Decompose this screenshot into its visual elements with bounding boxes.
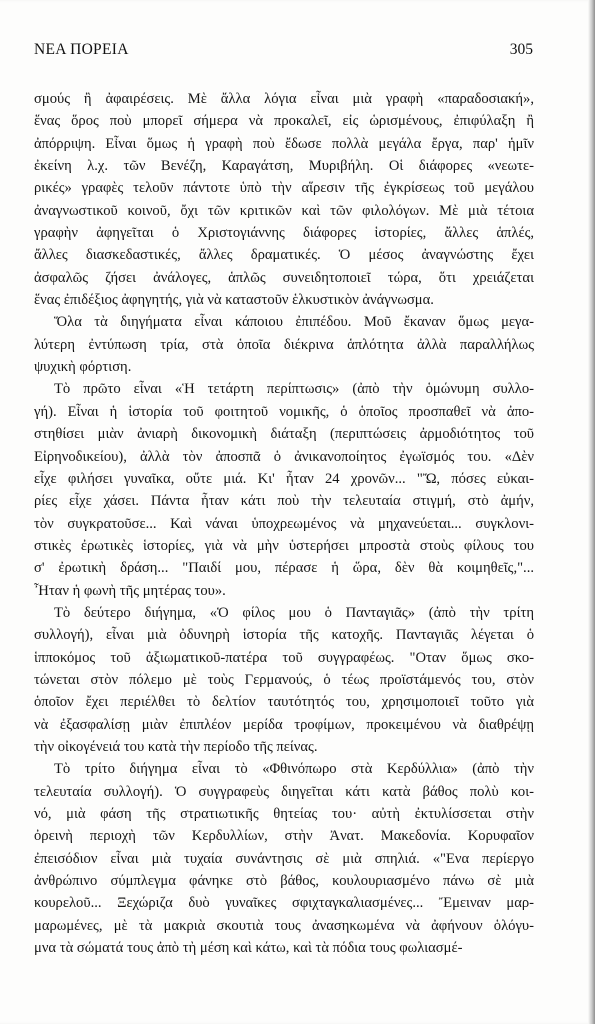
text-line: ἀσφαλῶς ζήσει ἀνάλογες, ἁπλῶς συνειδητοποιεῖ τώρα, ὅτι χρειάζεται	[34, 269, 534, 286]
text-line: Ὅλα τὰ διηγήματα εἶναι κάποιου ἐπιπέδου. Μοῦ ἔκαναν ὅμως μεγα-	[54, 314, 534, 331]
text-line: ρίες εἶχε χάσει. Πάντα ἦταν κάτι ποὺ τὴν τελευταία στιγμή, στὸ ἀμήν,	[34, 493, 534, 510]
text-line: μνα τὰ σώματά τους ἀπὸ τὴ μέση καὶ κάτω, καὶ τὰ πόδια τους φωλιασμέ-	[34, 940, 463, 957]
paragraph	[34, 88, 534, 311]
text-line: τὴν οἰκογένειά του κατὰ τὴν περίοδο τῆς πείνας.	[34, 738, 318, 755]
body-text	[34, 88, 534, 959]
text-line: Εἰρηνοδικείου), ἀλλὰ τὸν ἀποσπᾶ ὁ ἀνικανοποίητος ἐγωϊσμός του. «Δὲν	[34, 448, 534, 465]
text-line: σ' ἐρωτικὴ δράση... "Παιδί μου, πέρασε ἡ ὥρα, δὲν θὰ κοιμηθεῖς,"...	[34, 560, 534, 577]
text-line: ἱπποκόμος τοῦ ἀξιωματικοῦ-πατέρα τοῦ συγγραφέως. "Οταν ὅμως σκο-	[34, 649, 534, 666]
text-line: ἐπεισόδιον εἶναι μιὰ τυχαία συνάντησις σὲ μιὰ σπηλιά. «"Ενα περίεργο	[34, 850, 534, 867]
running-title: ΝΕΑ ΠΟΡΕΙΑ	[34, 41, 129, 58]
text-line: ἐκείνη λ.χ. τῶν Βενέζη, Καραγάτση, Μυριβήλη. Οἱ διάφορες «νεωτε-	[34, 158, 534, 175]
book-spine-shadow	[588, 0, 595, 1024]
text-line: ἕνας ὅρος ποὺ μπορεῖ σήμερα νὰ προκαλεῖ, εἰς ὡρισμένους, ἐπιφύλαξη ἢ	[34, 113, 534, 130]
text-line: ρικές» γραφὲς τελοῦν πάντοτε ὑπὸ τὴν αἵρεσιν τῆς ἐγκρίσεως τοῦ μεγάλου	[34, 180, 534, 197]
paragraph	[34, 758, 534, 959]
text-line: μαρωμένες, μὲ τὰ μακριὰ σκουτιὰ τους ἀνασηκωμένα νὰ ἀφήνουν ὁλόγυ-	[34, 917, 534, 934]
text-line: Τὸ πρῶτο εἶναι «Ἡ τετάρτη περίπτωσις» (ἀπὸ τὴν ὁμώνυμη συλλο-	[54, 381, 534, 398]
text-line: Τὸ τρίτο διήγημα εἶναι τὸ «Φθινόπωρο στὰ Κερδύλλια» (ἀπὸ τὴν	[54, 761, 534, 778]
running-header	[34, 41, 533, 61]
text-line: λύτερη ἐντύπωση τρία, στὰ ὁποῖα διέκρινα ἁπλότητα ἀλλὰ παραλλήλως	[34, 336, 534, 353]
paragraph	[34, 311, 534, 378]
text-line: στικὲς ἐρωτικὲς ἱστορίες, γιὰ νὰ μὴν ὑστερήσει μπροστὰ στοὺς φίλους του	[34, 537, 534, 554]
text-line: τὸν συγκρατοῦσε... Καὶ νάναι ὑποχρεωμένος νὰ μηχανεύεται... συγκλονι-	[34, 515, 534, 532]
text-line: ἀναγνωστικοῦ κοινοῦ, ὄχι τῶν κριτικῶν καὶ τῶν φιλολόγων. Μὲ μιὰ τέτοια	[34, 202, 534, 219]
text-line: γή). Εἶναι ἡ ἱστορία τοῦ φοιτητοῦ νομικῆς, ὁ ὁποῖος προσπαθεῖ νὰ ἀπο-	[34, 403, 534, 420]
text-line: στηθίσει μιὰν ἀνιαρὴ δικονομικὴ διάταξη (περιπτώσεις ἀρμοδιότητος τοῦ	[34, 426, 534, 443]
text-line: ὁποῖον ἔχει περιέλθει τὸ δελτίον ταυτότητός του, χρησιμοποιεῖ τοῦτο γιὰ	[34, 694, 534, 711]
text-line: ψυχικὴ φόρτιση.	[34, 359, 132, 376]
text-line: τελευταία συλλογή). Ὁ συγγραφεὺς διηγεῖται κάτι κατὰ βάθος πολὺ κοι-	[34, 783, 534, 800]
paragraph	[34, 378, 534, 601]
text-line: ἄλλες διασκεδαστικές, ἄλλες δραματικές. Ὁ μέσος ἀναγνώστης ἔχει	[34, 247, 534, 264]
text-line: νό, μιὰ φάση τῆς στρατιωτικῆς θητείας του· αὐτὴ ἐκτυλίσσεται στὴν	[34, 806, 534, 822]
text-line: νὰ ἐξασφαλίσῃ μιὰν ἐπιπλέον μερίδα τροφίμων, προκειμένου νὰ διαθρέψῃ	[34, 716, 534, 733]
text-line: ὀρεινὴ περιοχὴ τῶν Κερδυλλίων, στὴν Ἀνατ. Μακεδονία. Κορυφαῖον	[34, 828, 534, 845]
text-line: γραφὴν ἀφηγεῖται ὁ Χριστογιάννης διάφορες ἱστορίες, ἄλλες ἁπλές,	[34, 225, 534, 242]
text-line: εἶχε φιλήσει γυναῖκα, οὔτε μιά. Κι' ἦταν 24 χρονῶν... "Ὤ, πόσες εὐκαι-	[34, 470, 534, 487]
text-line: σμούς ἢ ἀφαιρέσεις. Μὲ ἄλλα λόγια εἶναι μιὰ γραφὴ «παραδοσιακή»,	[34, 91, 534, 107]
text-line: τώνεται στὸν πόλεμο μὲ τοὺς Γερμανούς, ὁ τέως προϊστάμενός του, στὸν	[34, 671, 534, 688]
text-line: κουρελοῦ... Ξεχώριζα δυὸ γυναῖκες σφιχταγκαλιασμένες... Ἔμειναν μαρ-	[34, 895, 534, 912]
paragraph	[34, 602, 534, 758]
text-line: ἕνας ἐπιδέξιος ἀφηγητής, γιὰ νὰ καταστοῦν ἑλκυστικὸν ἀνάγνωσμα.	[34, 292, 434, 309]
text-line: Ἦταν ἡ φωνὴ τῆς μητέρας του».	[34, 582, 226, 599]
page-number: 305	[509, 41, 533, 58]
text-line: συλλογή), εἶναι μιὰ ὀδυνηρὴ ἱστορία τῆς κατοχῆς. Πανταγιᾶς λέγεται ὁ	[34, 627, 534, 644]
text-line: Τὸ δεύτερο διήγημα, «Ὁ φίλος μου ὁ Πανταγιᾶς» (ἀπὸ τὴν τρίτη	[54, 604, 534, 621]
text-line: ἀνθρώπινο σύμπλεγμα φάνηκε στὸ βάθος, κουλουριασμένο πάνω σὲ μιὰ	[34, 873, 534, 890]
text-line: ἀπόρριψη. Εἶναι ὅμως ἡ γραφὴ ποὺ ἔδωσε πολλὰ μεγάλα ἔργα, παρ' ἡμῖν	[34, 135, 534, 152]
